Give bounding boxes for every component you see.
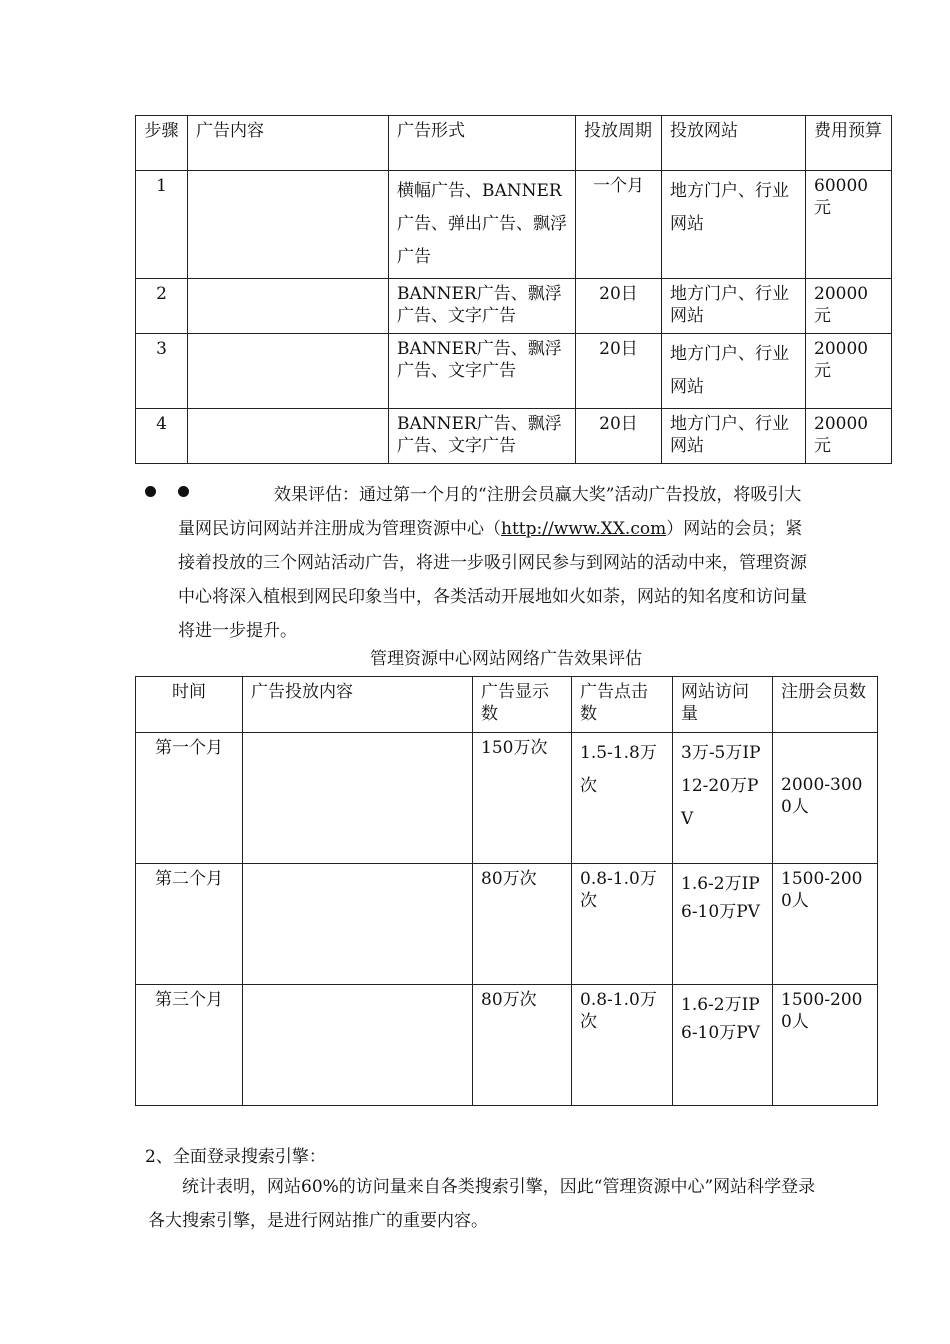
header-cell: 广告内容 bbox=[188, 116, 389, 171]
step-cell: 2 bbox=[136, 279, 188, 334]
content-cell bbox=[243, 733, 473, 864]
header-cell: 广告显示数 bbox=[473, 677, 572, 733]
form-cell: BANNER广告、飘浮广告、文字广告 bbox=[389, 334, 576, 409]
table-row bbox=[136, 409, 892, 464]
site-link[interactable]: http://www.XX.com bbox=[501, 519, 667, 539]
section-heading: 2、全面登录搜索引擎： bbox=[145, 1147, 326, 1167]
visits-cell bbox=[673, 864, 773, 985]
header-cell: 广告形式 bbox=[389, 116, 576, 171]
header-cell: 注册会员数 bbox=[773, 677, 878, 733]
time-cell: 第三个月 bbox=[136, 985, 243, 1106]
form-cell: 横幅广告、BANNER广告、弹出广告、飘浮广告 bbox=[389, 171, 576, 279]
form-cell: BANNER广告、飘浮广告、文字广告 bbox=[389, 409, 576, 464]
visits-ip: 3万-5万IP bbox=[681, 743, 761, 763]
display-cell: 80万次 bbox=[473, 864, 572, 985]
table-row bbox=[136, 171, 892, 279]
table-caption: 管理资源中心网站网络广告效果评估 bbox=[370, 649, 642, 669]
period-cell: 一个月 bbox=[576, 171, 662, 279]
header-cell: 网站访问量 bbox=[673, 677, 773, 733]
period-cell: 20日 bbox=[576, 334, 662, 409]
table-row bbox=[136, 985, 878, 1106]
table-header-row bbox=[136, 677, 878, 733]
section-paragraph: 统计表明，网站60%的访问量来自各类搜索引擎，因此“管理资源中心”网站科学登录各大搜索引擎，是进行网站推广的重要内容。 bbox=[148, 1177, 816, 1231]
period-cell: 20日 bbox=[576, 409, 662, 464]
step-cell: 3 bbox=[136, 334, 188, 409]
table-header-row bbox=[136, 116, 892, 171]
table-row bbox=[136, 334, 892, 409]
members-cell: 1500-2000人 bbox=[773, 864, 878, 985]
ad-plan-table bbox=[135, 115, 892, 464]
site-cell: 地方门户、行业网站 bbox=[662, 279, 806, 334]
visits-ip: 1.6-2万IP bbox=[681, 995, 760, 1015]
clicks-cell: 1.5-1.8万次 bbox=[572, 733, 673, 864]
display-cell: 80万次 bbox=[473, 985, 572, 1106]
period-cell: 20日 bbox=[576, 279, 662, 334]
header-cell: 广告投放内容 bbox=[243, 677, 473, 733]
ad-evaluation-table bbox=[135, 676, 878, 1106]
step-cell: 4 bbox=[136, 409, 188, 464]
header-cell: 时间 bbox=[136, 677, 243, 733]
header-cell: 广告点击数 bbox=[572, 677, 673, 733]
budget-cell: 20000元 bbox=[806, 334, 892, 409]
clicks-cell: 0.8-1.0万次 bbox=[572, 985, 673, 1106]
display-cell: 150万次 bbox=[473, 733, 572, 864]
evaluation-prefix: 效果评估：通过第一个月的“注册会员赢大奖”活动广告投放，将吸引大量网民访问网站并注册成为管理资源中心（ bbox=[178, 485, 802, 539]
content-cell bbox=[188, 409, 389, 464]
step-cell: 1 bbox=[136, 171, 188, 279]
time-cell: 第二个月 bbox=[136, 864, 243, 985]
members-cell: 2000-3000人 bbox=[773, 733, 878, 864]
header-cell: 投放周期 bbox=[576, 116, 662, 171]
visits-pv: 6-10万PV bbox=[681, 902, 760, 922]
bullet-icon bbox=[145, 486, 156, 497]
clicks-cell: 0.8-1.0万次 bbox=[572, 864, 673, 985]
budget-cell: 20000元 bbox=[806, 409, 892, 464]
content-cell bbox=[243, 985, 473, 1106]
site-cell: 地方门户、行业网站 bbox=[662, 171, 806, 279]
evaluation-suffix: ）网站的会员；紧接着投放的三个网站活动广告，将进一步吸引网民参与到网站的活动中来，管理资源中心将深入植根到网民印象当中，各类活动开展地如火如荼，网站的知名度和访问量将进一步提升。 bbox=[178, 519, 807, 641]
visits-pv: 6-10万PV bbox=[681, 1023, 760, 1043]
budget-cell: 20000元 bbox=[806, 279, 892, 334]
members-cell: 1500-2000人 bbox=[773, 985, 878, 1106]
visits-pv: 12-20万PV bbox=[681, 776, 759, 829]
table-row bbox=[136, 733, 878, 864]
site-cell: 地方门户、行业网站 bbox=[662, 409, 806, 464]
visits-ip: 1.6-2万IP bbox=[681, 874, 760, 894]
content-cell bbox=[243, 864, 473, 985]
header-cell: 投放网站 bbox=[662, 116, 806, 171]
visits-cell bbox=[673, 985, 773, 1106]
budget-cell: 60000元 bbox=[806, 171, 892, 279]
time-cell: 第一个月 bbox=[136, 733, 243, 864]
content-cell bbox=[188, 279, 389, 334]
header-cell: 费用预算 bbox=[806, 116, 892, 171]
evaluation-paragraph bbox=[178, 478, 818, 648]
content-cell bbox=[188, 171, 389, 279]
table-row bbox=[136, 279, 892, 334]
header-cell: 步骤 bbox=[136, 116, 188, 171]
content-cell bbox=[188, 334, 389, 409]
table-row bbox=[136, 864, 878, 985]
form-cell: BANNER广告、飘浮广告、文字广告 bbox=[389, 279, 576, 334]
visits-cell bbox=[673, 733, 773, 864]
site-cell: 地方门户、行业网站 bbox=[662, 334, 806, 409]
